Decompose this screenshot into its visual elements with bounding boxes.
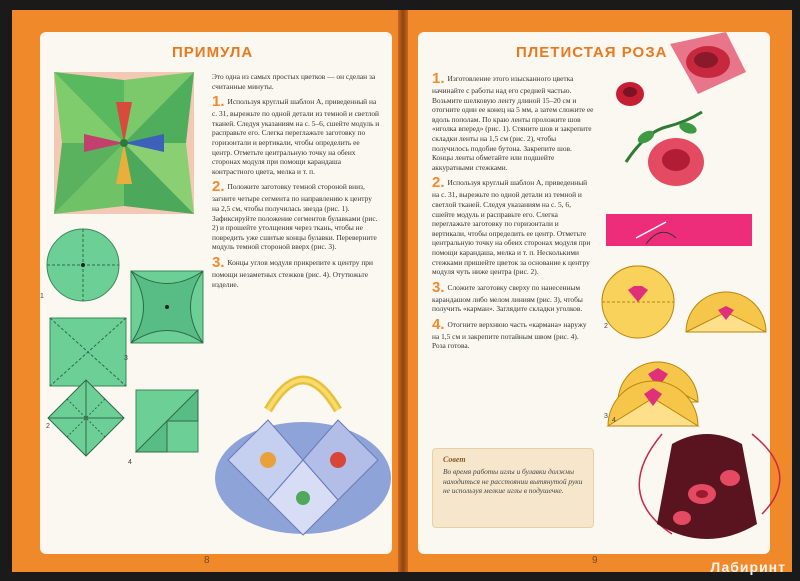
primrose-diagrams-bottom [46,380,206,530]
svg-text:3: 3 [604,413,608,420]
left-step-3 [212,253,380,289]
left-step-2-text: Положите заготовку темной стороной вниз, загните четыре сегмента по направлению к центру на 2,5 см, чтобы получилась звезда (рис. 1). Зафиксируйте положение сегментов булавками (рис. 2) и прошейте утолщения через ткань, чтобы не повредить уже сшитые концы булавки. Переверните модуль темной стороной вверх (рис. 3). [212,182,378,252]
figure-label-3 [124,352,138,366]
primrose-diagram-star [128,268,208,350]
svg-text:2: 2 [46,423,50,430]
origami-handbag-photo [208,360,398,540]
rose-figure-label-4 [612,414,626,428]
left-step-2-number: 2. [212,178,225,196]
figure-label-4 [128,456,142,470]
right-step-3 [432,278,594,314]
right-step-4-text: Отогните верхнюю часть «кармана» наружу на 1,5 см и закрепите потайным швом (рис. 4). Роза готова. [432,319,587,351]
right-step-1 [432,72,594,172]
left-intro: Это одна из самых простых цветков — он сделан за считанные минуты. [212,72,376,91]
left-step-3-text: Концы углов модуля прикрепите к центру при помощи незаметных стежков (рис. 4). Отутюжьте изделие. [212,257,373,289]
primrose-photo [54,72,194,214]
left-text-column [212,72,380,293]
right-step-1-text: Изготовление этого изысканного цветка начинайте с работы над его средней частью. Возьмите шелковую ленту длиной 15–20 см и отогните один ее конец на 5 мм, а затем сложите ее вдоль пополам. По краю ленты проложите шов «иголка вперед» (рис. 1). Стяните шов и закрепите складки ленты на 1,5 см (рис. 2), чтобы получилось подобие бутона. Закрепите шов. Концы ленты обметайте или подшейте аккуратными стежками. [432,74,594,172]
left-page-number: 8 [204,555,210,566]
rose-pouch-photo [632,414,782,554]
right-step-3-text: Сложите заготовку сверху по нанесенным карандашом либо мелом линиям (рис. 3), чтобы получить «карман». Заглядите складки уголков. [432,282,583,314]
left-page-title: ПРИМУЛА [172,44,254,61]
right-step-2-text: Используя круглый шаблон А, приведенный на с. 31, вырежьте по одной детали из темной и светлой тканей. Следуя указаниям на с. 5, 6, сшейте модуль и расправьте его. Слегка переглажьте заготовку по горизонтали и вертикали, чтобы определить ее центр. Отметьте центральную точку на обеих сторонах модуля при помощи карандаша, мелка и т. п. Несколькими стежками пришейте цветок за основание к центру модуля чуть ниже центра (рис. 2). [432,178,591,277]
rose-figure-label-2 [604,320,618,334]
left-step-2 [212,180,380,252]
right-step-4 [432,315,594,351]
svg-text:2: 2 [604,323,608,330]
figure-label-1 [40,290,54,304]
right-text-column [432,72,594,355]
right-step-4-number: 4. [432,315,445,333]
right-step-2-number: 2. [432,174,445,192]
rose-stem-photo [606,32,756,202]
svg-text:4: 4 [612,417,616,424]
tip-text: Во время работы иглы и булавки должны находиться не расстоянии вытянутой руки не используя мелкие иглы в подушечке. [443,467,583,496]
right-page-number: 9 [592,555,598,566]
left-step-3-number: 3. [212,253,225,271]
svg-text:4: 4 [128,459,132,466]
right-step-2 [432,176,594,276]
tip-title: Совет [443,455,466,464]
ribbon-diagram [606,208,756,258]
right-step-3-number: 3. [432,278,445,296]
figure-label-2 [46,420,60,434]
book-gutter [398,10,408,572]
left-step-1-number: 1. [212,93,225,111]
right-page-title: ПЛЕТИСТАЯ РОЗА [516,44,668,61]
left-step-1 [212,95,380,176]
left-step-1-text: Используя круглый шаблон А, приведенный на с. 31, вырежьте по одной детали из темной и светлой тканей. Следуя указаниям на с. 5–6, сшейте модуль и расправьте его. Слегка переглажьте заготовку по горизонтали и вертикали, чтобы определить ее центр. Отметьте центральную точку на обеих сторонах модуля при помощи карандаша контрастного цвета, мелка и т. п. [212,97,380,176]
tip-box [432,448,594,528]
svg-text:3: 3 [124,355,128,362]
svg-text:1: 1 [40,293,44,300]
right-step-1-number: 1. [432,70,445,87]
labirint-watermark: Лабиринт [710,559,786,575]
